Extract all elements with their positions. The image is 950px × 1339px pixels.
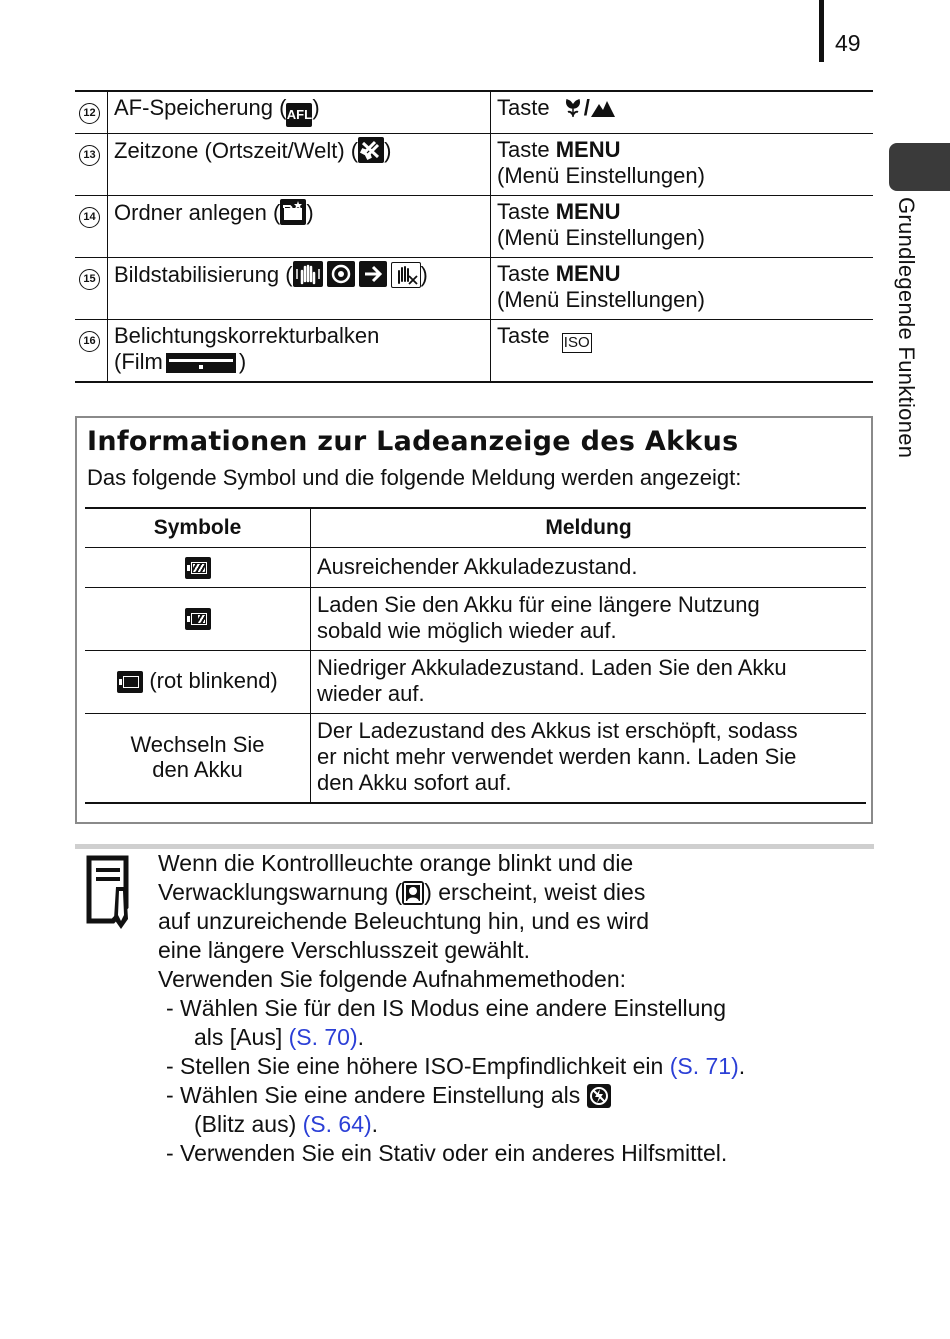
battery-half-icon	[185, 608, 211, 630]
macro-icon	[562, 97, 584, 125]
table-row	[85, 588, 866, 651]
info-title: Informationen zur Ladeanzeige des Akkus	[87, 426, 739, 457]
airplane-icon	[358, 137, 384, 163]
battery-table	[85, 507, 866, 804]
table-header-row	[85, 508, 866, 548]
row-number: 12	[75, 91, 108, 134]
exposure-bar-icon	[166, 353, 236, 373]
is-continuous-icon	[293, 261, 323, 287]
page-number-bar	[819, 0, 824, 62]
table-row	[85, 651, 866, 714]
message-cell: Ausreichender Akkuladezustand.	[311, 548, 867, 588]
is-panning-icon	[359, 261, 387, 287]
function-cell: AF-Speicherung (AFL)	[108, 91, 491, 134]
page-number: 49	[835, 30, 861, 56]
table-row	[75, 196, 873, 258]
section-tab	[889, 143, 950, 191]
table-row	[85, 548, 866, 588]
note-text: Wenn die Kontrollleuchte orange blinkt und die Verwacklungswarnung ( ) erscheint, weist dies auf unzureichende Beleuchtung hin, und es wird eine längere Verschlusszeit gewählt. Verwenden Sie folgende Aufnahmemethoden: - Wählen Sie für den IS Modus eine andere Einstellung als [Aus] (S. 70). - Stellen Sie eine höhere ISO-Empfindlichkeit ein (S. 71). - Wählen Sie eine andere Einstellung als (Blitz aus) (S. 64). - Verwenden Sie ein Stativ oder ein anderes Hilfsmittel.	[158, 850, 746, 1166]
col-symbol-header: Symbole	[85, 508, 311, 548]
symbol-cell	[85, 588, 311, 651]
control-cell: Taste ISO	[491, 320, 874, 383]
function-cell: Bildstabilisierung ( )	[108, 258, 491, 320]
table-row	[75, 91, 873, 134]
page-link-70[interactable]: (S. 70)	[288, 1024, 358, 1050]
table-row	[75, 320, 873, 383]
row-number: 13	[75, 134, 108, 196]
row-number: 14	[75, 196, 108, 258]
afl-icon: AFL	[286, 103, 312, 127]
symbol-cell: Wechseln Sie den Akku	[85, 714, 311, 804]
col-message-header: Meldung	[311, 508, 867, 548]
table-row	[75, 258, 873, 320]
symbol-cell	[85, 548, 311, 588]
landscape-icon	[590, 98, 616, 124]
message-cell: Der Ladezustand des Akkus ist erschöpft, sodass er nicht mehr verwendet werden kann. Laden Sie den Akku sofort auf.	[311, 714, 867, 804]
function-cell: Belichtungskorrekturbalken (Film )	[108, 320, 491, 383]
new-folder-icon	[280, 199, 306, 225]
iso-icon: ISO	[562, 333, 592, 353]
battery-info-box	[75, 416, 873, 824]
shake-warning-icon	[402, 881, 424, 905]
battery-full-icon	[185, 557, 211, 579]
row-number: 16	[75, 320, 108, 383]
page-link-71[interactable]: (S. 71)	[669, 1053, 739, 1079]
info-subtitle: Das folgende Symbol und die folgende Meldung werden angezeigt:	[87, 465, 742, 490]
functions-table	[75, 90, 873, 383]
message-cell: Laden Sie den Akku für eine längere Nutzung sobald wie möglich wieder auf.	[311, 588, 867, 651]
flash-off-icon	[587, 1084, 611, 1108]
control-cell: Taste /	[491, 91, 874, 134]
memo-icon	[86, 855, 138, 929]
table-row	[75, 134, 873, 196]
section-tab-label: Grundlegende Funktionen	[894, 197, 919, 459]
message-cell: Niedriger Akkuladezustand. Laden Sie den Akku wieder auf.	[311, 651, 867, 714]
control-cell: Taste MENU (Menü Einstellungen)	[491, 258, 874, 320]
control-cell: Taste MENU (Menü Einstellungen)	[491, 134, 874, 196]
battery-empty-icon	[117, 671, 143, 693]
function-cell: Ordner anlegen ( )	[108, 196, 491, 258]
page-link-64[interactable]: (S. 64)	[302, 1111, 372, 1137]
table-row	[85, 714, 866, 804]
row-number: 15	[75, 258, 108, 320]
is-shoot-only-icon	[327, 261, 355, 287]
control-cell: Taste MENU (Menü Einstellungen)	[491, 196, 874, 258]
is-off-icon	[391, 262, 421, 288]
function-cell: Zeitzone (Ortszeit/Welt) ( )	[108, 134, 491, 196]
symbol-cell: (rot blinkend)	[85, 651, 311, 714]
